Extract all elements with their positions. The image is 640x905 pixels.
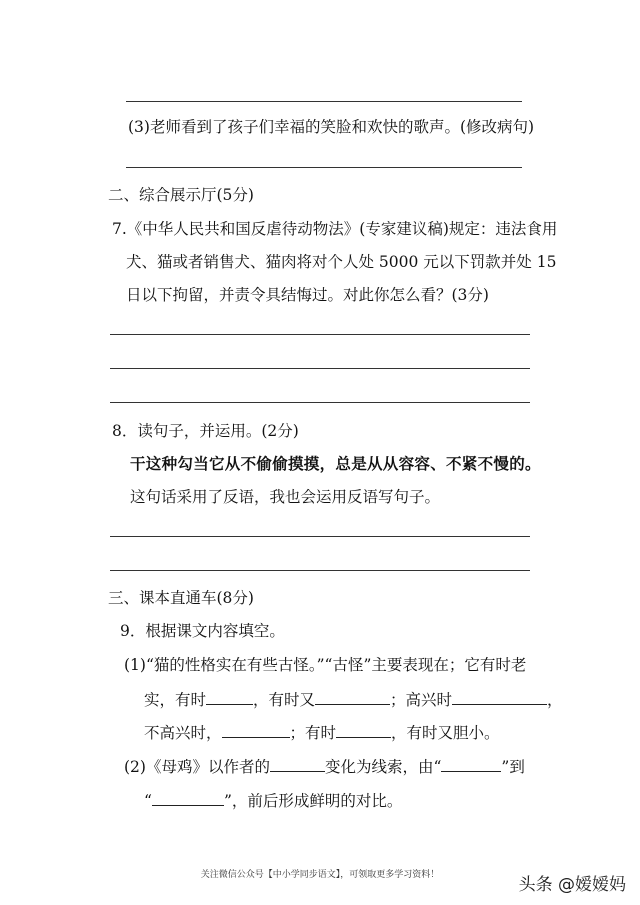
- answer-line: [110, 536, 530, 537]
- text: ；有时: [289, 724, 337, 742]
- answer-line: [126, 101, 522, 102]
- section3-heading: 三、课本直通车(8分): [108, 589, 254, 607]
- fill-blank[interactable]: [152, 790, 224, 806]
- q8-line3: 这句话采用了反语，我也会运用反语写句子。: [130, 488, 441, 506]
- text: (2)《母鸡》以作者的: [124, 758, 270, 776]
- q9-part2-line2: [144, 790, 402, 811]
- text: 变化为线索，由“: [324, 758, 442, 776]
- watermark: 头条 @嫒嫒妈: [518, 875, 626, 895]
- answer-line: [126, 167, 522, 168]
- answer-line: [110, 334, 530, 335]
- text: ”，前后形成鲜明的对比。: [223, 792, 403, 810]
- q6-item3: (3)老师看到了孩子们幸福的笑脸和欢快的歌声。(修改病句): [128, 118, 535, 136]
- text: 实，有时: [144, 691, 207, 709]
- q7-line3: 日以下拘留，并责令具结悔过。对此你怎么看？(3分): [126, 286, 489, 304]
- q7-line2: 犬、猫或者销售犬、猫肉将对个人处 5000 元以下罚款并处 15: [126, 253, 557, 271]
- fill-blank[interactable]: [441, 756, 501, 772]
- fill-blank[interactable]: [452, 689, 547, 705]
- fill-blank[interactable]: [336, 722, 391, 738]
- q9-line1: 9．根据课文内容填空。: [120, 622, 285, 640]
- text: ，: [547, 691, 563, 709]
- fill-blank[interactable]: [270, 756, 325, 772]
- section2-heading: 二、综合展示厅(5分): [108, 186, 254, 204]
- q9-part1-line2: [144, 689, 563, 710]
- text: ”到: [501, 758, 525, 776]
- answer-line: [110, 368, 530, 369]
- fill-blank[interactable]: [206, 689, 253, 705]
- answer-line: [110, 570, 530, 571]
- q9-part1-line3: [144, 722, 500, 743]
- answer-line: [110, 402, 530, 403]
- footer-note: 关注微信公众号【中小学同步语文】，可领取更多学习资料！: [200, 870, 440, 880]
- q7-line1: 7.《中华人民共和国反虐待动物法》(专家建议稿)规定：违法食用: [112, 220, 558, 238]
- fill-blank[interactable]: [222, 722, 290, 738]
- q9-part1-line1: (1)“猫的性格实在有些古怪。”“古怪”主要表现在；它有时老: [124, 656, 527, 674]
- text: ；高兴时: [390, 691, 453, 709]
- text: ，有时又胆小。: [391, 724, 500, 742]
- q9-part2-line1: [124, 756, 525, 777]
- text: “: [144, 792, 152, 810]
- text: 不高兴时，: [144, 724, 222, 742]
- text: ，有时又: [253, 691, 316, 709]
- q8-example-sentence: 干这种勾当它从不偷偷摸摸，总是从从容容、不紧不慢的。: [130, 454, 541, 473]
- fill-blank[interactable]: [315, 689, 390, 705]
- q8-line1: 8．读句子，并运用。(2分): [112, 422, 299, 440]
